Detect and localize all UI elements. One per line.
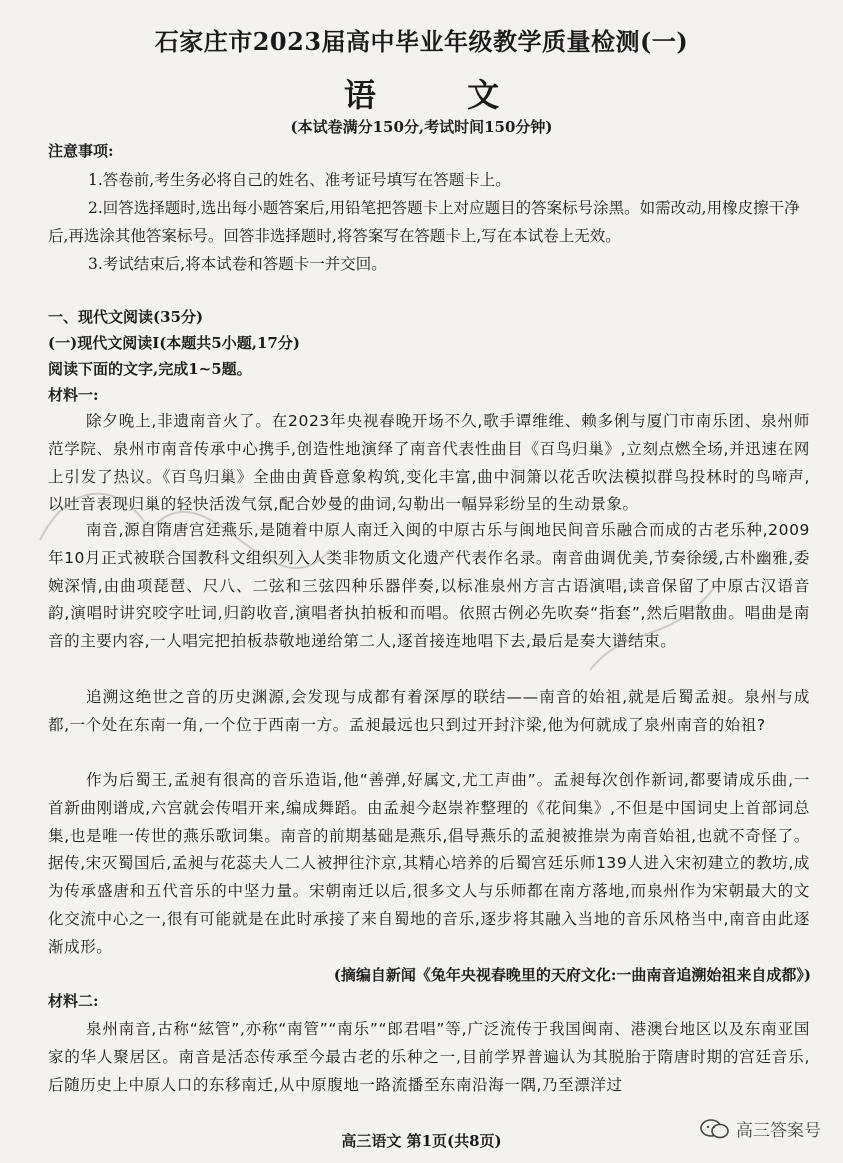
material-1-paragraph: 追溯这绝世之音的历史渊源,会发现与成都有着深厚的联结——南音的始祖,就是后蜀孟昶。泉州与成都,一个处在东南一角,一个位于西南一方。孟昶最远也只到过开封汴梁,他为何就成了泉州南音的始祖?: [48, 688, 810, 734]
chat-bubble-icon: [700, 1118, 730, 1140]
material-1-source: (摘编自新闻《兔年央视春晚里的天府文化:一曲南音追溯始祖来自成都》): [333, 966, 811, 984]
watermark-text: 高三答案号: [736, 1121, 821, 1141]
section-subpart-heading: (一)现代文阅读Ⅰ(本题共5小题,17分): [48, 334, 300, 352]
subject-title: 语 文: [343, 76, 540, 114]
exam-info: (本试卷满分150分,考试时间150分钟): [290, 118, 553, 136]
material-1-paragraph: 除夕晚上,非遗南音火了。在2023年央视春晚开场不久,歌手谭维维、赖多俐与厦门市南乐团、泉州师范学院、泉州市南音传承中心携手,创造性地演绎了南音代表性曲目《百鸟归巢》,立刻点燃全场,并迅速在网上引发了热议。《百鸟归巢》全曲由黄昏意象构筑,变化丰富,曲中洞箫以花舌吹法模拟群鸟投林时的鸟啼声,以吐音表现归巢的轻快活泼气氛,配合妙曼的曲词,勾勒出一幅异彩纷呈的生动景象。: [48, 412, 810, 514]
material-2-label: 材料二:: [48, 992, 99, 1010]
notice-item: 3.考试结束后,将本试卷和答题卡一并交回。: [88, 255, 387, 273]
exam-title: 石家庄市2023届高中毕业年级教学质量检测(一): [154, 27, 689, 56]
material-2-paragraph: 泉州南音,古称“絃管”,亦称“南管”“南乐”“郎君唱”等,广泛流传于我国闽南、港澳台地区以及东南亚国家的华人聚居区。南音是活态传承至今最古老的乐种之一,目前学界普遍认为其脱胎于隋唐时期的宫廷音乐,后随历史上中原人口的东移南迁,从中原腹地一路流播至东南沿海一隅,乃至漂洋过: [48, 1020, 810, 1094]
section-part-heading: 一、现代文阅读(35分): [48, 308, 204, 326]
notice-heading: 注意事项:: [48, 142, 114, 160]
notice-item: 1.答卷前,考生务必将自己的姓名、准考证号填写在答题卡上。: [88, 171, 511, 189]
material-1-paragraph: 南音,源自隋唐宫廷燕乐,是随着中原人南迁入闽的中原古乐与闽地民间音乐融合而成的古老乐种,2009年10月正式被联合国教科文组织列入人类非物质文化遗产代表作名录。南音曲调优美,节奏徐缓,古朴幽雅,委婉深情,由曲项琵琶、尺八、二弦和三弦四种乐器伴奏,以标准泉州方言古语演唱,读音保留了中原古汉语音韵,演唱时讲究咬字吐词,归韵收音,演唱者执拍板和而唱。依照古例必先吹奏“指套”,然后唱散曲。唱曲是南音的主要内容,一人唱完把拍板恭敬地递给第二人,逐首接连地唱下去,最后是奏大谱结束。: [48, 521, 811, 651]
watermark: [700, 1116, 821, 1141]
section-instruction: 阅读下面的文字,完成1~5题。: [48, 360, 252, 378]
material-1-label: 材料一:: [48, 386, 99, 404]
material-1-paragraph: 作为后蜀王,孟昶有很高的音乐造诣,他“善弹,好属文,尤工声曲”。孟昶每次创作新词,都要请成乐曲,一首新曲刚谱成,六宫就会传唱开来,编成舞蹈。由孟昶今赵崇祚整理的《花间集》,不但是中国词史上首部词总集,也是唯一传世的燕乐歌词集。南音的前期基础是燕乐,倡导燕乐的孟昶被推崇为南音始祖,也就不奇怪了。据传,宋灭蜀国后,孟昶与花蕊夫人二人被押往汴京,其精心培养的后蜀宫廷乐师139人进入宋初建立的教坊,成为传承盛唐和五代音乐的中坚力量。宋朝南迁以后,很多文人与乐师都在南方落地,而泉州作为宋朝最大的文化交流中心之一,很有可能就是在此时承接了来自蜀地的音乐,逐步将其融入当地的音乐风格当中,南音由此逐渐成形。: [48, 771, 810, 956]
page-footer: 高三语文 第1页(共8页): [341, 1132, 502, 1150]
notice-item: 2.回答选择题时,选出每小题答案后,用铅笔把答题卡上对应题目的答案标号涂黑。如需改动,用橡皮擦干净后,再选涂其他答案标号。回答非选择题时,将答案写在答题卡上,写在本试卷上无效。: [48, 199, 800, 245]
